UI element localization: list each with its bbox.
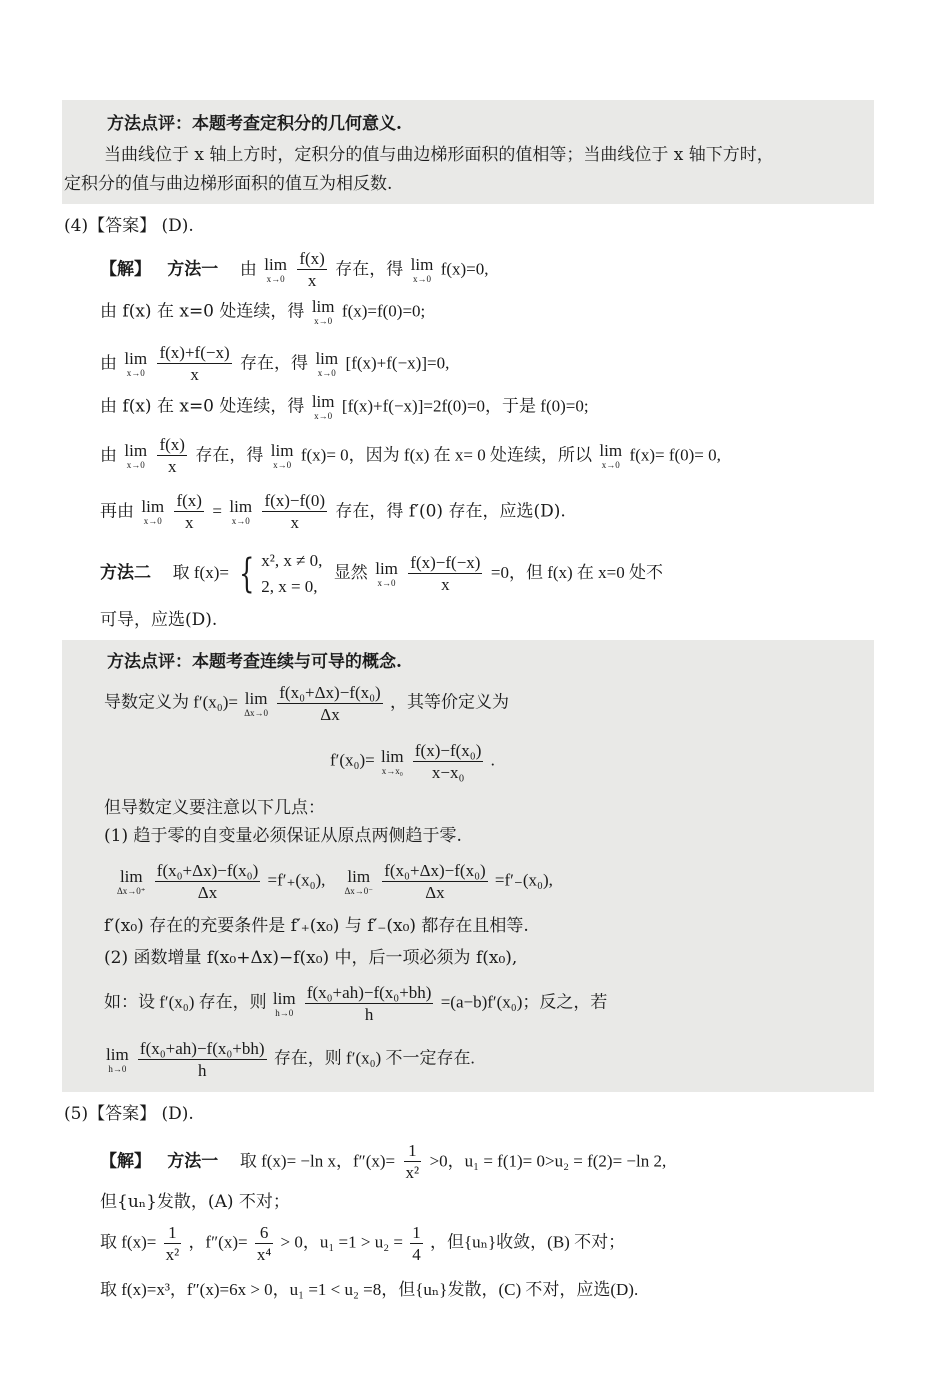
comment-2-example-2: lim h→0 $\frac{\text{f(x₀+ah)−f(x₀+bh)}}{h}$ 存在，则 f′(x₀) 不一定存在.: [106, 1039, 475, 1081]
q4-jie-label: 【解】: [100, 259, 151, 280]
comment-2-example-1: 如：设 f′(x₀) 存在，则 lim h→0 $\frac{\text{f(x₀+ah)−f(x₀+bh)}}{h}$ =(a−b)f′(x₀)；反之，若: [104, 983, 608, 1025]
comment-2-note-3: (2) 函数增量 f(x₀+Δx)−f(x₀) 中，后一项必须为 f(x₀),: [104, 948, 518, 968]
q5-method-1-label: 方法一: [167, 1151, 219, 1172]
fraction: $\frac{f(x)}{x}$: [299, 249, 325, 291]
comment-2-note-1: (1) 趋于零的自变量必须保证从原点两侧趋于零.: [104, 826, 462, 846]
limit-operator: lim x→0: [264, 254, 287, 284]
q4-line-5: 由 lim x→0 $\frac{f(x)}{x}$ 存在，得 lim x→0 f(x)= 0，因为 f(x) 在 x= 0 处连续，所以 lim x→0 f(x)= f(0)= 0,: [100, 435, 721, 477]
q5-answer: (5)【答案】 (D).: [64, 1104, 194, 1124]
q4-line-1: [100, 248, 489, 292]
comment-2-note-2: f′(x₀) 存在的充要条件是 f′₊(x₀) 与 f′₋(x₀) 都存在且相等.: [104, 916, 529, 936]
limit-operator: lim Δx→0: [244, 688, 269, 718]
fraction: $\frac{\text{f(x₀+Δx)−f(x₀)}}{\Delta x}$: [384, 861, 486, 903]
q4-l1-post2: f(x)=0,: [440, 259, 489, 279]
q4-method-2-label: 方法二: [100, 563, 151, 583]
fraction: $\frac{\text{f(x₀+ah)−f(x₀+bh)}}{h}$: [139, 1039, 265, 1081]
q4-line-2: 由 f(x) 在 x=0 处连续，得 lim x→0 f(x)=f(0)=0;: [100, 297, 426, 326]
comment-2-derivative-def: 导数定义为 f′(x₀)= lim Δx→0 $\frac{\text{f(x₀+Δx)−f(x₀)}}{\Delta x}$ ，其等价定义为: [104, 683, 509, 725]
q4-l1-post: 存在，得: [335, 259, 404, 280]
brace: {: [239, 550, 255, 597]
q4-l1-pre: 由: [239, 259, 257, 280]
comment-1-line-3: 定积分的值与曲边梯形面积的值互为相反数.: [64, 174, 393, 194]
q4-line-4: 由 f(x) 在 x=0 处连续，得 lim x→0 [f(x)+f(−x)]=2f(0)=0，于是 f(0)=0;: [100, 392, 589, 421]
q5-line-2: 但{uₙ}发散，(A) 不对；: [100, 1192, 290, 1212]
fraction: $\frac{f(x)}{x}$: [159, 435, 185, 477]
q4-line-8: 可导，应选(D).: [100, 610, 218, 630]
limit-operator: lim Δx→0⁺: [117, 866, 146, 896]
comment-2-one-sided-limits: lim Δx→0⁺ $\frac{\text{f(x₀+Δx)−f(x₀)}}{\Delta x}$ =f′₊(x₀), lim Δx→0⁻ $\frac{\text{f(x₀+Δx)−f(x₀)}}{\Delta x}$ =f′₋(x₀),: [117, 861, 553, 903]
q4-method-1-label: 方法一: [167, 259, 219, 280]
limit-operator: lim x→0: [124, 440, 148, 470]
fraction: $\frac{\text{f(x₀+Δx)−f(x₀)}}{\Delta x}$: [156, 861, 259, 903]
piecewise-cases: x², x ≠ 0, 2, x = 0,: [261, 551, 323, 596]
fraction: $\frac{f(x)}{x}$: [176, 491, 202, 533]
limit-operator: lim x→0: [229, 496, 253, 526]
limit-operator: lim h→0: [106, 1044, 129, 1074]
limit-operator: lim x→0: [311, 392, 335, 421]
q4-answer: (4)【答案】 (D).: [64, 216, 194, 236]
fraction: $\frac{6}{\text{x⁴}}$: [256, 1223, 272, 1265]
comment-1-line-2: 当曲线位于 x 轴上方时，定积分的值与曲边梯形面积的值相等；当曲线位于 x 轴下方时，: [104, 145, 774, 165]
limit-operator: lim x→0: [311, 297, 335, 326]
fraction: $\frac{1}{\text{x²}}$: [165, 1223, 180, 1265]
fraction: $\frac{\text{f(x)−f(x₀)}}{\text{x−x₀}}$: [414, 741, 482, 783]
comment-2-equivalent-def: f′(x₀)= lim x→x₀ $\frac{\text{f(x)−f(x₀)}}{\text{x−x₀}}$ .: [330, 741, 495, 783]
limit-operator: lim x→0: [599, 440, 623, 470]
fraction: $\frac{\text{f(x₀+ah)−f(x₀+bh)}}{h}$: [306, 983, 432, 1025]
fraction: $\frac{f(x)-f(-x)}{x}$: [410, 552, 481, 594]
comment-2-heading: 方法点评：本题考查连续与可导的概念.: [107, 652, 402, 672]
limit-operator: lim x→0: [375, 558, 398, 588]
limit-operator: lim x→x₀: [380, 746, 404, 776]
fraction: $\frac{\text{f(x₀+Δx)−f(x₀)}}{\Delta x}$: [279, 683, 381, 725]
q4-line-6: 再由 lim x→0 $\frac{f(x)}{x}$ = lim x→0 $\frac{f(x)-f(0)}{x}$ 存在，得 f′(0) 存在，应选(D).: [100, 491, 566, 533]
limit-operator: lim x→0: [410, 254, 434, 284]
fraction: $\frac{1}{4}$: [412, 1223, 421, 1265]
limit-operator: lim Δx→0⁻: [344, 866, 373, 896]
comment-2-note-0: 但导数定义要注意以下几点：: [104, 798, 325, 818]
fraction: $\frac{1}{\text{x²}}$: [405, 1141, 420, 1183]
q5-jie-label: 【解】: [100, 1151, 151, 1172]
q4-line-7: 方法二 取 f(x)= { x², x ≠ 0, 2, x = 0, 显然 lim x→0 $\frac{f(x)-f(-x)}{x}$ =0，但 f(x) 在 x=0 处不: [100, 548, 663, 599]
q5-line-3: 取 f(x)= $\frac{1}{\text{x²}}$ ，f″(x)= $\frac{6}{\text{x⁴}}$ > 0，u₁ =1 > u₂ = $\frac{1}{4}$ ，但{uₙ}收敛，(B) 不对；: [100, 1223, 626, 1265]
q4-line-3: 由 lim x→0 $\frac{f(x)+f(-x)}{x}$ 存在，得 lim x→0 [f(x)+f(−x)]=0,: [100, 343, 450, 385]
q5-line-4: 取 f(x)=x³，f″(x)=6x > 0，u₁ =1 < u₂ =8，但{uₙ}发散，(C) 不对，应选(D).: [100, 1280, 639, 1299]
fraction: $\frac{f(x)-f(0)}{x}$: [264, 491, 326, 533]
limit-operator: lim x→0: [270, 440, 294, 470]
limit-operator: lim h→0: [272, 988, 296, 1018]
q5-line-1: 【解】 方法一 取 f(x)= −ln x，f″(x)= $\frac{1}{\text{x²}}$ >0，u₁ = f(1)= 0>u₂ = f(2)= −ln 2,: [100, 1141, 667, 1183]
limit-operator: lim x→0: [141, 496, 165, 526]
limit-operator: lim x→0: [124, 348, 148, 378]
fraction: $\frac{f(x)+f(-x)}{x}$: [159, 343, 230, 385]
limit-operator: lim x→0: [315, 348, 339, 378]
comment-1-heading: 方法点评：本题考查定积分的几何意义.: [107, 114, 402, 134]
